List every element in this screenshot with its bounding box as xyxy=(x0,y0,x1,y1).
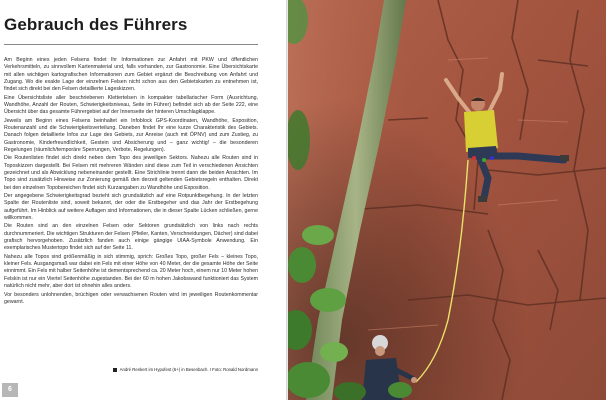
paragraph-numbering: Die Routen sind an den einzelnen Felsen oder Sektoren grundsätzlich von links nach rechts durchnummeriert. Die wichtigen Strukturen der Felsen (Pfeiler, Kanten, Verschneidungen, Dächer) sind dabei grafisch hervorgehoben. Zusätzlich fanden auch einige gängige UIAA-Symbole Anwendung. Ein exemplarisches Mustertopo findet sich auf der Seite 11. xyxy=(4,223,258,252)
page-number: 6 xyxy=(2,383,18,397)
caption-square-icon xyxy=(113,368,117,372)
text-page xyxy=(0,0,287,400)
paragraph-topo-scale: Nahezu alle Topos sind größenmäßig in sich stimmig, sprich: Großes Topo, großer Fels – kleines Topo, kleiner Fels. Ausgangsmaß war dabei ein Fels mit einer Höhe von 40 Meter, der die gesamte Höhe der Seite einnimmt. Ein Fels mit halber Seitenhöhe ist dementsprechend ca. 20 Meter hoch, einem nur 10 Meter hohen Felskin ist nur ein Viertel Seitenhöhe zugestanden. Bei der 60 m hohen Jakobswand funktioniert das System natürlich nicht mehr, aber dort ist ohnehin alles anders. xyxy=(4,253,258,290)
page-title: Gebrauch des Führers xyxy=(4,15,188,34)
paragraph-infoblock: Jeweils am Beginn eines Felsens beinhaltet ein Infoblock GPS-Koordinaten, Wandhöhe, Exposition, Routenanzahl und die Schwierigkeitsverteilung. Daneben findet Ihr eine kurze Charakteristik des Gebiets. Danach folgen detaillierte Infos zur Lage des Gebiets, zur Anreise (auch mit ÖPNV) und zum Zustieg, zu Gastronomie, Kinderfreundlichkeit, Gestein und Absicherung und – ganz wichtig! – die besonderen Regelungen (räumlich/temporäre Sperrungen, Verbote, Regelungen). xyxy=(4,117,258,153)
photo-caption-text: André Renkert im Hypofest (6+) in Besenbach. I Foto: Ronald Nordmann xyxy=(119,367,258,372)
paragraph-warnings: Vor besonders unlohnenden, brüchigen oder verwachsenen Routen wird im jeweiligen Routenkommentar gewarnt. xyxy=(4,291,258,305)
paragraph-route-lists: Die Routenlisten findet sich direkt neben dem Topo des jeweiligen Sektors. Nahezu alle Routen sind in Toposkizzen dargestellt. Bei Felsen mit mehreren Wänden sind diese zum Teil in verschiedenen Ansichten gezeichnet und als Abwicklung nebeneinander gestellt. Eine Strichlinie trennt dann die beiden Ansichten. Im Topo sind zusätzlich Hinweise zur Zonierung gemäß den derzeit geltenden Gebietsregeln enthalten. Direkt bei den einzelnen Topobereichen findet sich Kurzangaben zu Wandhöhe und Exposition. xyxy=(4,155,258,191)
photo-caption xyxy=(60,367,258,373)
paragraph-difficulty: Der angegebene Schwierigkeitsgrad bezieht sich grundsätzlich auf eine Rotpunktbegehung. In der letzten Spalte der Routenliste sind, soweit bekannt, der oder die Erstbegeher und das Jahr der Erstbegehung aufgeführt. Im Hinblick auf weitere Auflagen sind Informationen, die in dieser Spalte Lücken schließen, gerne willkommen. xyxy=(4,193,258,221)
body-text xyxy=(4,57,258,307)
climbing-photo xyxy=(288,0,606,400)
paragraph-approach-info: Am Beginn eines jeden Felsens findet Ihr Informationen zur Anfahrt mit PKW und öffentlichen Verkehrsmitteln, zu sinnvollem Kartenmaterial und, falls vorhanden, zur Gastronomie. Eine Übersichtskarte mit allen wichtigen kartografischen Informationen zum Gebiet ergänzt die Beschreibung von Anfahrt und Zugang. Wo die exakte Lage der einzelnen Felsen nicht schon aus den Gebietskarten zu entnehmen ist, findet sich direkt bei den Felsen detaillierte Lageskizzen. xyxy=(4,57,258,93)
title-divider xyxy=(4,44,258,45)
paragraph-overview-list: Eine Übersichtsliste aller beschriebenen Klettertelsen in kompakter tabellarischer Form (Ausrichtung, Wandhöhe, Anzahl der Routen, Schwierigkeitsniveau, Seite im Führer) befindet sich ab der Seite 222, eine Übersicht über das gesamte Führergebiet auf der Innenseite der hinteren Umschlagklappe. xyxy=(4,94,258,116)
